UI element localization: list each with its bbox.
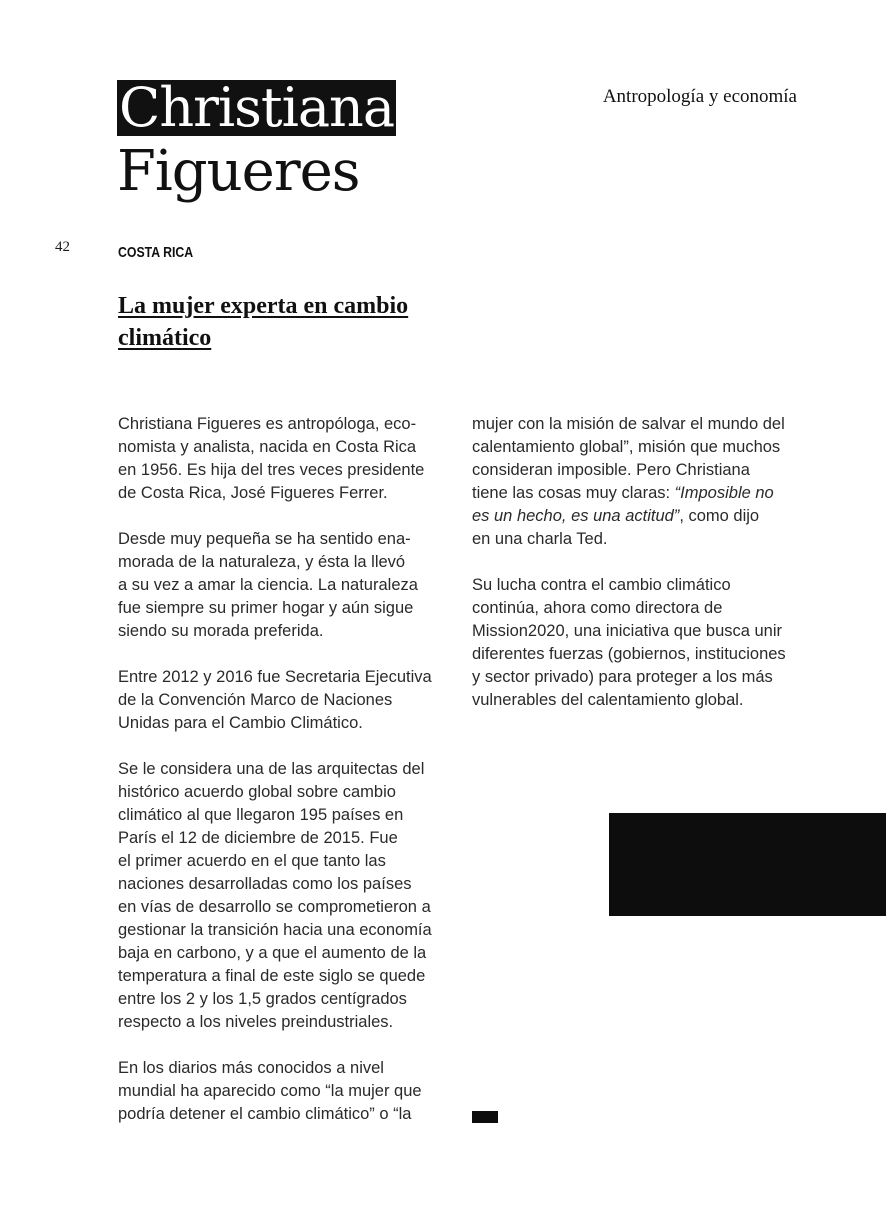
text-line: podría detener el cambio climático” o “la [118,1105,412,1123]
page-title [117,76,396,204]
text-line: Su lucha contra el cambio climático [472,576,731,594]
text-line: el primer acuerdo en el que tanto las [118,852,386,870]
text-line: En los diarios más conocidos a nivel [118,1059,384,1077]
text-line: mundial ha aparecido como “la mujer que [118,1082,422,1100]
paragraph-4 [118,758,453,1034]
quote-italic: es un hecho, es una actitud” [472,507,680,525]
quote-italic: “Imposible no [674,484,774,502]
text-line: siendo su morada preferida. [118,622,324,640]
text-line: gestionar la transición hacia una economía [118,921,432,939]
text-line: diferentes fuerzas (gobiernos, instituciones [472,645,786,663]
paragraph-6 [472,413,807,551]
text-run: , como dijo [679,507,760,525]
text-line: consideran imposible. Pero Christiana [472,461,750,479]
text-line: temperatura a final de este siglo se quede [118,967,426,985]
text-line: en una charla Ted. [472,530,608,548]
country-label: COSTA RICA [118,244,194,261]
text-line: respecto a los niveles preindustriales. [118,1013,394,1031]
text-line: de Costa Rica, José Figueres Ferrer. [118,484,388,502]
text-line: nomista y analista, nacida en Costa Rica [118,438,417,456]
page-number: 42 [55,239,70,255]
text-line: Entre 2012 y 2016 fue Secretaria Ejecutiva [118,668,432,686]
text-line: París el 12 de diciembre de 2015. Fue [118,829,398,847]
text-line: Desde muy pequeña se ha sentido ena- [118,530,411,548]
text-line: entre los 2 y los 1,5 grados centígrados [118,990,407,1008]
paragraph-5 [118,1057,453,1126]
right-column [472,413,807,735]
text-line: fue siempre su primer hogar y aún sigue [118,599,414,617]
text-line: y sector privado) para proteger a los más [472,668,773,686]
text-line [472,482,807,505]
title-last-name: Figueres [117,139,360,204]
decorative-black-block [609,813,886,916]
text-line: vulnerables del calentamiento global. [472,691,744,709]
text-line: en vías de desarrollo se comprometieron a [118,898,431,916]
left-column [118,413,453,1149]
text-line: baja en carbono, y a que el aumento de la [118,944,427,962]
text-line: Christiana Figueres es antropóloga, eco- [118,415,417,433]
paragraph-3 [118,666,453,735]
title-first-name: Christiana [119,76,395,139]
paragraph-1 [118,413,453,505]
text-line [472,505,807,528]
article-subtitle: La mujer experta en cambio climático [118,293,409,351]
text-line: Se le considera una de las arquitectas del [118,760,425,778]
text-line: a su vez a amar la ciencia. La naturaleza [118,576,418,594]
text-line: climático al que llegaron 195 países en [118,806,404,824]
section-label: Antropología y economía [602,86,797,107]
text-line: Unidas para el Cambio Climático. [118,714,363,732]
text-line: calentamiento global”, misión que muchos [472,438,781,456]
text-run: tiene las cosas muy claras: [472,484,675,502]
text-line: en 1956. Es hija del tres veces presidente [118,461,425,479]
decorative-black-mark [472,1111,498,1123]
text-line: mujer con la misión de salvar el mundo del [472,415,785,433]
text-line: morada de la naturaleza, y ésta la llevó [118,553,406,571]
text-line: naciones desarrolladas como los países [118,875,412,893]
paragraph-7 [472,574,807,712]
text-line: histórico acuerdo global sobre cambio [118,783,396,801]
text-line: de la Convención Marco de Naciones [118,691,393,709]
text-line: Mission2020, una iniciativa que busca unir [472,622,783,640]
paragraph-2 [118,528,453,643]
text-line: continúa, ahora como directora de [472,599,723,617]
